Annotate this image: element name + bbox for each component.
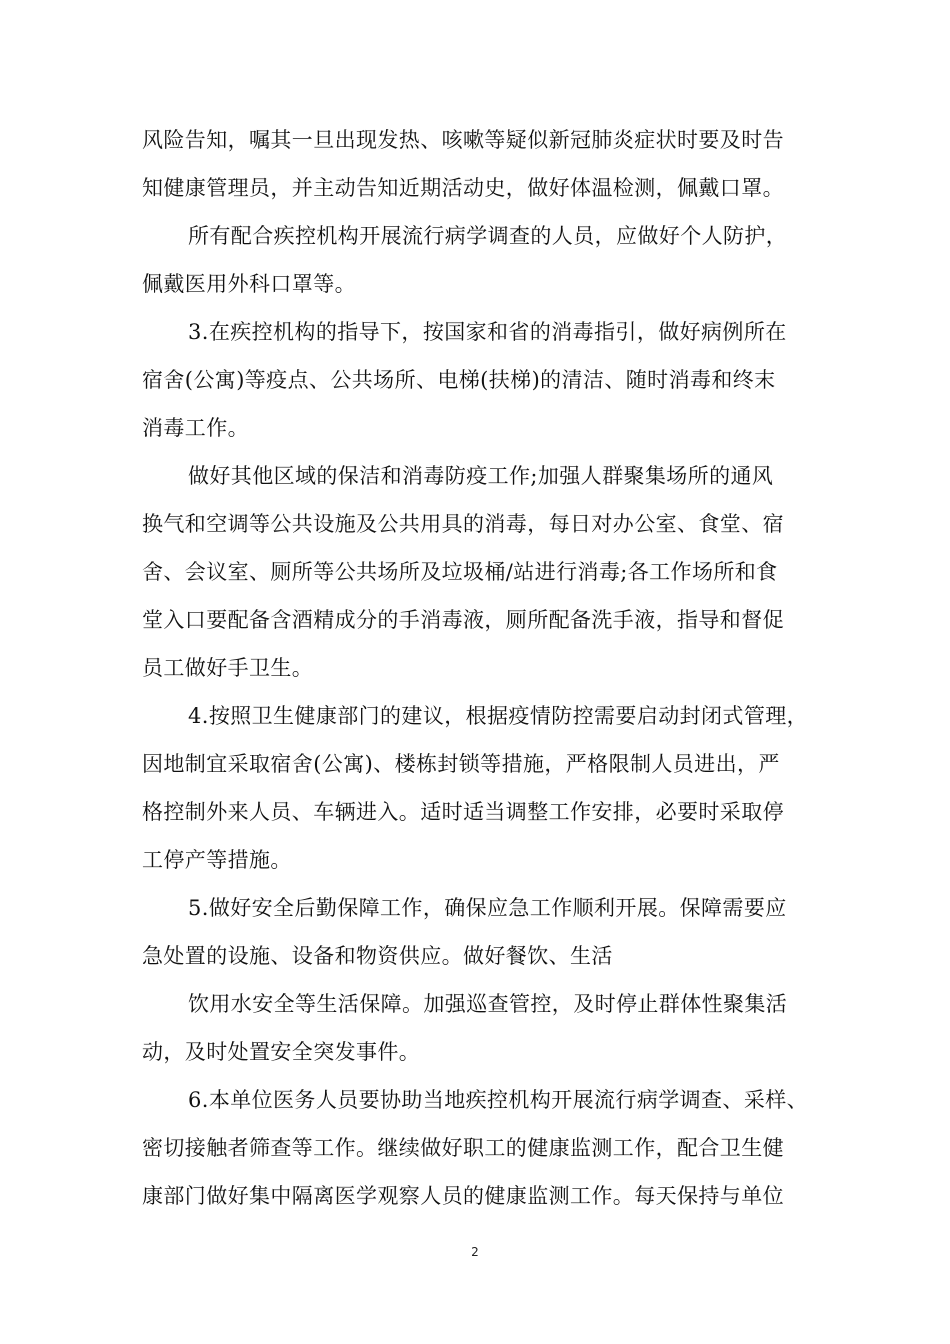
text-line: 康部门做好集中隔离医学观察人员的健康监测工作。每天保持与单位 bbox=[142, 1184, 784, 1208]
text-line: 堂入口要配备含酒精成分的手消毒液，厕所配备洗手液，指导和督促 bbox=[142, 608, 784, 632]
text-line: 饮用水安全等生活保障。加强巡查管控，及时停止群体性聚集活 bbox=[188, 992, 788, 1016]
text-line: 消毒工作。 bbox=[142, 416, 249, 440]
paragraph-cleaning bbox=[142, 458, 812, 698]
paragraph-item-5 bbox=[142, 890, 812, 986]
paragraph-item-4 bbox=[142, 698, 812, 890]
text-line: 4.按照卫生健康部门的建议，根据疫情防控需要启动封闭式管理， bbox=[188, 704, 809, 728]
text-line: 5.做好安全后勤保障工作，确保应急工作顺利开展。保障需要应 bbox=[188, 896, 787, 920]
text-line: 知健康管理员，并主动告知近期活动史，做好体温检测，佩戴口罩。 bbox=[142, 176, 784, 200]
paragraph-item-6 bbox=[142, 1082, 812, 1226]
body-text bbox=[142, 122, 812, 1226]
paragraph-risk-notice bbox=[142, 122, 812, 218]
text-line: 急处置的设施、设备和物资供应。做好餐饮、生活 bbox=[142, 944, 613, 968]
text-line: 做好其他区域的保洁和消毒防疫工作;加强人群聚集场所的通风 bbox=[188, 464, 774, 488]
paragraph-item-3 bbox=[142, 314, 812, 458]
text-line: 换气和空调等公共设施及公共用具的消毒，每日对办公室、食堂、宿 bbox=[142, 512, 784, 536]
text-line: 6.本单位医务人员要协助当地疾控机构开展流行病学调查、采样、 bbox=[188, 1088, 809, 1112]
text-line: 格控制外来人员、车辆进入。适时适当调整工作安排，必要时采取停 bbox=[142, 800, 784, 824]
text-line: 佩戴医用外科口罩等。 bbox=[142, 272, 356, 296]
paragraph-protection bbox=[142, 218, 812, 314]
text-line: 宿舍(公寓)等疫点、公共场所、电梯(扶梯)的清洁、随时消毒和终末 bbox=[142, 368, 776, 392]
text-line: 密切接触者筛查等工作。继续做好职工的健康监测工作，配合卫生健 bbox=[142, 1136, 784, 1160]
text-line: 3.在疾控机构的指导下，按国家和省的消毒指引，做好病例所在 bbox=[188, 320, 787, 344]
text-line: 员工做好手卫生。 bbox=[142, 656, 314, 680]
text-line: 舍、会议室、厕所等公共场所及垃圾桶/站进行消毒;各工作场所和食 bbox=[142, 560, 778, 584]
text-line: 因地制宜采取宿舍(公寓)、楼栋封锁等措施，严格限制人员进出，严 bbox=[142, 752, 780, 776]
page-number: 2 bbox=[471, 1245, 479, 1259]
text-line: 所有配合疾控机构开展流行病学调查的人员，应做好个人防护， bbox=[188, 224, 788, 248]
text-line: 动，及时处置安全突发事件。 bbox=[142, 1040, 421, 1064]
paragraph-water bbox=[142, 986, 812, 1082]
text-line: 风险告知，嘱其一旦出现发热、咳嗽等疑似新冠肺炎症状时要及时告 bbox=[142, 128, 784, 152]
text-line: 工停产等措施。 bbox=[142, 848, 292, 872]
